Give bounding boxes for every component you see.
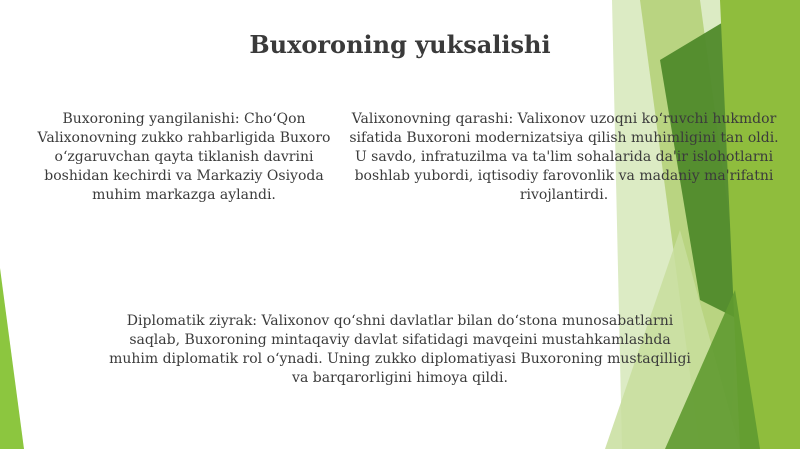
text-block-renewal: Buxoroning yangilanishi: Cho‘Qon Valixonovning zukko rahbarligida Buxoro o‘zgaruvchan qayta tiklanish davrini boshidan kechirdi va Markaziy Osiyoda muhim markazga aylandi. (37, 111, 331, 203)
text-block-diplomacy: Diplomatik ziyrak: Valixonov qo‘shni davlatlar bilan do‘stona munosabatlarni saqlab, Buxoroning mintaqaviy davlat sifatidagi mavqeini mustahkamlashda muhim diplomatik rol o‘ynadi. Uning zukko diplomatiyasi Buxoroning mustaqilligi va barqarorligini himoya qildi. (109, 313, 691, 386)
left-edge-shape (0, 268, 24, 449)
text-block-vision: Valixonovning qarashi: Valixonov uzoqni ko‘ruvchi hukmdor sifatida Buxoroni modernizatsiya qilish muhimligini tan oldi. U savdo, infratuzilma va ta'lim sohalarida da'ir islohotlarni boshlab yubordi, iqtisodiy farovonlik va madaniy ma'rifatni rivojlantirdi. (349, 111, 779, 203)
slide-title: Buxoroning yuksalishi (249, 30, 551, 59)
